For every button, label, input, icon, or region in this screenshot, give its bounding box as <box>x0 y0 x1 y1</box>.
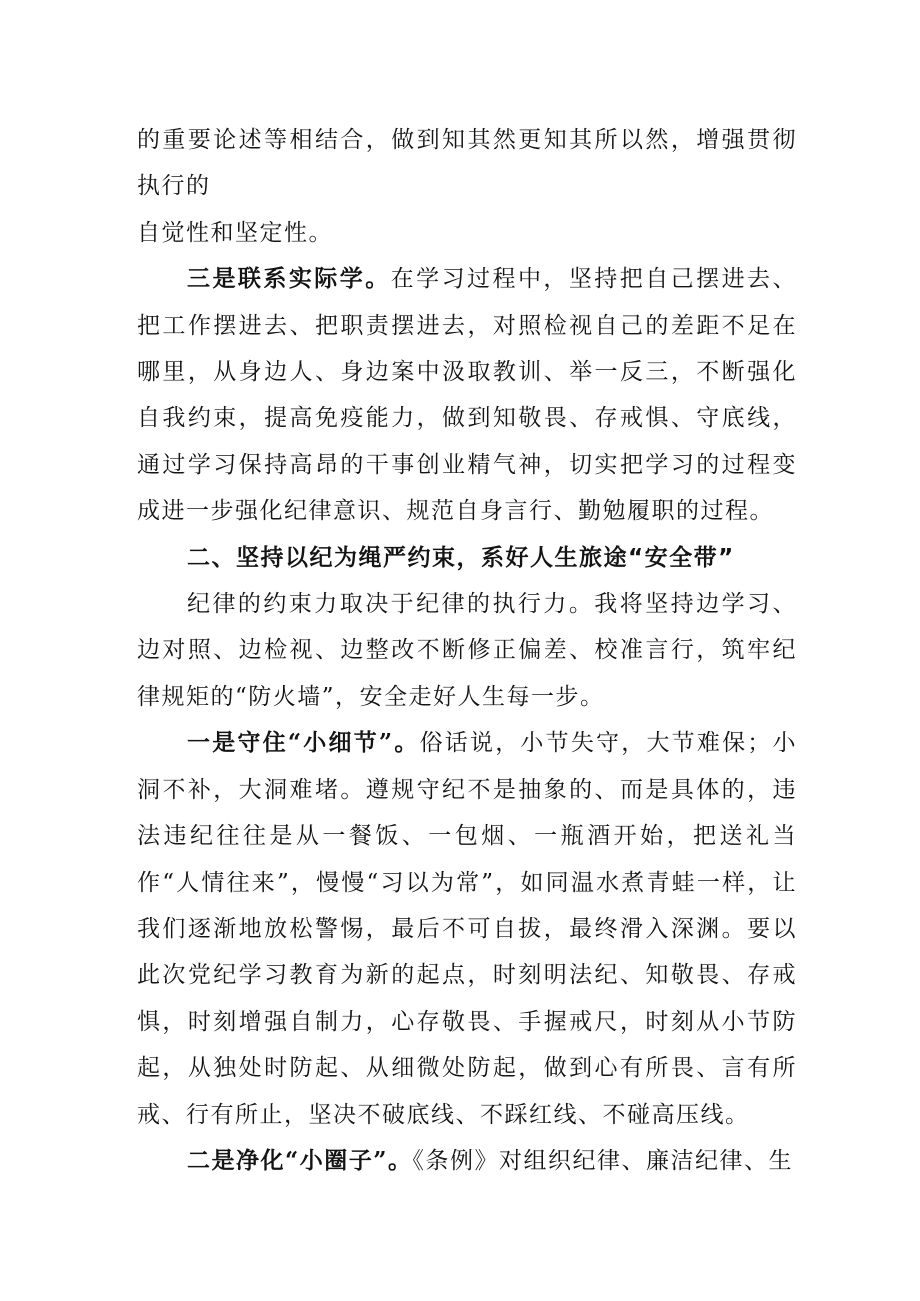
paragraph-text: 纪律的约束力取决于纪律的执行力。我将坚持边学习、边对照、边检视、边整改不断修正偏差、校准言行，筑牢纪律规矩的“防火墙”，安全走好人生每一步。 <box>137 591 797 710</box>
section-heading: 二、坚持以纪为绳严约束，系好人生旅途“安全带” <box>187 544 735 571</box>
document-body <box>137 117 797 1184</box>
paragraph-text: 《条例》对组织纪律、廉洁纪律、生 <box>412 1147 793 1174</box>
paragraph-text: 俗话说，小节失守，大节难保；小洞不补，大洞难堵。遵规守纪不是抽象的、而是具体的，违法违纪往往是从一餐饭、一包烟、一瓶酒开始，把送礼当作“人情往来”，慢慢“习以为常”，如同温水煮青蛙一样，让我们逐渐地放松警惕，最后不可自拔，最终滑入深渊。要以此次党纪学习教育为新的起点，时刻明法纪、知敬畏、存戒惧，时刻增强自制力，心存敬畏、手握戒尺，时刻从小节防起，从独处时防起、从细微处防起，做到心有所畏、言有所戒、行有所止，坚决不破底线、不踩红线、不碰高压线。 <box>137 730 797 1128</box>
text-line: 自觉性和坚定性。 <box>137 219 333 246</box>
paragraph-text: 在学习过程中，坚持把自己摆进去、把工作摆进去、把职责摆进去，对照检视自己的差距不足在哪里，从身边人、身边案中汲取教训、举一反三，不断强化自我约束，提高免疫能力，做到知敬畏、存戒惧、守底线，通过学习保持高昂的干事创业精气神，切实把学习的过程变成进一步强化纪律意识、规范自身言行、勤勉履职的过程。 <box>137 266 798 525</box>
paragraph-lead: 二是净化“小圈子”。 <box>187 1146 413 1174</box>
paragraph-discipline-intro <box>137 581 797 720</box>
paragraph-small-circles <box>137 1138 797 1184</box>
paragraph-small-details <box>137 720 797 1138</box>
paragraph-lead: 三是联系实际学。 <box>187 265 391 293</box>
paragraph-practice-study <box>137 256 797 534</box>
text-line: 的重要论述等相结合，做到知其然更知其所以然，增强贯彻执行的 <box>137 127 797 200</box>
paragraph-continuation <box>137 117 797 256</box>
paragraph-lead: 一是守住“小细节”。 <box>187 729 420 757</box>
